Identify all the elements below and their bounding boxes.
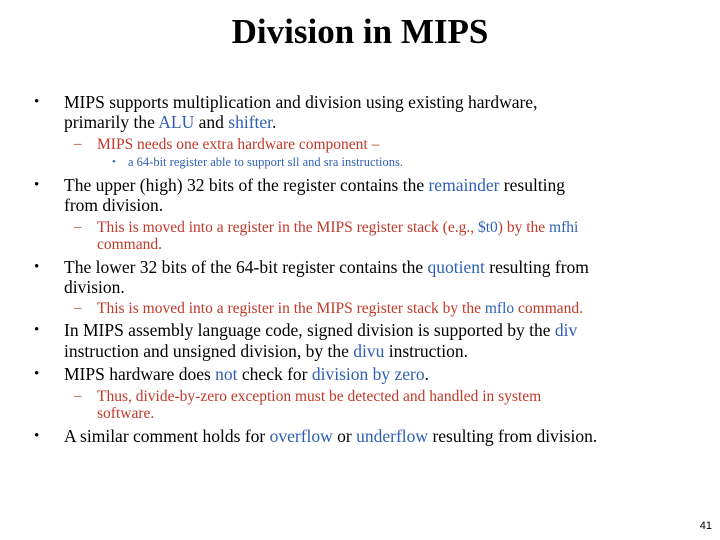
t0-register-term: $t0 xyxy=(477,219,498,236)
division-by-zero-term: division by zero xyxy=(311,364,425,384)
text-span: The lower 32 bits of the 64-bit register contains the xyxy=(64,257,428,277)
bullet-marker: • xyxy=(34,259,40,275)
text-span: MIPS hardware does xyxy=(64,364,216,384)
bullet-marker: • xyxy=(34,366,40,382)
text-span: resulting from division. xyxy=(428,426,598,446)
bullet-2-line-2: from division. xyxy=(64,195,164,215)
bullet-5-sub-1-line-1: Thus, divide-by-zero exception must be detected and handled in system xyxy=(97,388,542,405)
text-span: or xyxy=(332,426,357,446)
dash-marker: – xyxy=(74,136,82,152)
bullet-4-line-2 xyxy=(64,341,468,362)
quotient-term: quotient xyxy=(427,257,485,277)
text-span: The upper (high) 32 bits of the register contains the xyxy=(64,175,429,195)
shifter-term: shifter xyxy=(228,112,273,132)
text-span: resulting from xyxy=(484,257,589,277)
bullet-3-line-1 xyxy=(64,257,589,278)
bullet-2-line-1 xyxy=(64,175,565,196)
bullet-1-sub-1: MIPS needs one extra hardware component – xyxy=(97,136,380,153)
mflo-term: mflo xyxy=(484,300,515,317)
page-number: 41 xyxy=(699,520,712,532)
bullet-1-line-2 xyxy=(64,112,276,133)
text-span: instruction. xyxy=(384,341,468,361)
bullet-2-sub-1-line-2: command. xyxy=(97,236,162,253)
text-span: ) by the xyxy=(497,219,550,236)
text-span: This is moved into a register in the MIPS register stack (e.g., xyxy=(97,219,478,236)
bullet-marker: • xyxy=(34,428,40,444)
bullet-marker: • xyxy=(34,177,40,193)
text-span: In MIPS assembly language code, signed division is supported by the xyxy=(64,320,555,340)
div-term: div xyxy=(554,320,578,340)
bullet-1-subsub-1: a 64-bit register able to support sll and sra instructions. xyxy=(128,155,403,169)
bullet-marker: • xyxy=(34,94,40,110)
text-span: check for xyxy=(237,364,312,384)
text-span: resulting xyxy=(499,175,566,195)
dash-marker: – xyxy=(74,300,82,316)
dash-marker: – xyxy=(74,219,82,235)
not-term: not xyxy=(215,364,238,384)
text-span: . xyxy=(272,112,277,132)
slide-title: Division in MIPS xyxy=(231,12,489,51)
text-span: instruction and unsigned division, by the xyxy=(64,341,354,361)
divu-term: divu xyxy=(353,341,385,361)
bullet-4-line-1 xyxy=(64,320,577,341)
bullet-2-sub-1-line-1 xyxy=(97,218,578,237)
bullet-3-sub-1 xyxy=(97,299,583,318)
dot-marker: • xyxy=(112,156,116,168)
text-span: command. xyxy=(514,300,584,317)
text-span: . xyxy=(424,364,430,384)
overflow-term: overflow xyxy=(269,426,333,446)
bullet-marker: • xyxy=(34,322,40,338)
dash-marker: – xyxy=(74,388,82,404)
text-span: primarily the xyxy=(64,112,159,132)
alu-term: ALU xyxy=(158,112,195,132)
text-span: This is moved into a register in the MIPS register stack by the xyxy=(97,300,485,317)
remainder-term: remainder xyxy=(428,175,500,195)
bullet-5-sub-1-line-2: software. xyxy=(97,405,155,422)
mfhi-term: mfhi xyxy=(549,219,579,236)
text-span: A similar comment holds for xyxy=(64,426,270,446)
underflow-term: underflow xyxy=(356,426,429,446)
bullet-3-line-2: division. xyxy=(64,277,125,297)
bullet-5-line-1 xyxy=(64,364,429,385)
bullet-1-line-1: MIPS supports multiplication and division using existing hardware, xyxy=(64,92,538,112)
text-span: and xyxy=(194,112,229,132)
bullet-6-line-1 xyxy=(64,426,597,447)
